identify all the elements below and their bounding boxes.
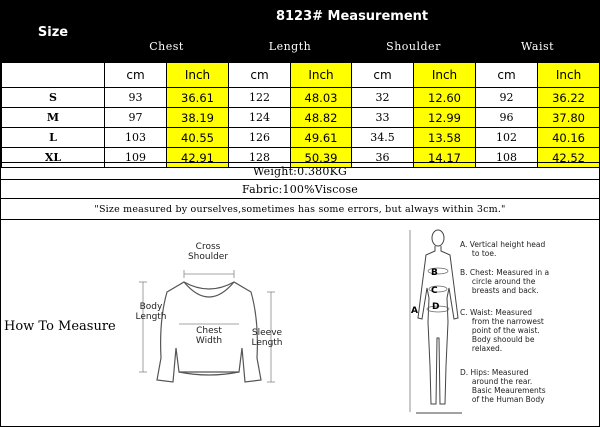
unit-cm: cm: [352, 63, 414, 88]
group-shoulder: Shoulder: [352, 31, 476, 63]
group-waist: Waist: [476, 31, 600, 63]
body-silhouette-illustration: [404, 226, 464, 426]
note-c: C. Waist: Measured from the narrowest point of the waist. Body shoould be relaxed.: [460, 308, 544, 353]
weight-row: [1, 162, 599, 180]
garment-diagram: [129, 240, 289, 400]
table-row: [2, 128, 600, 148]
note-row: [1, 198, 599, 220]
unit-inch: Inch: [538, 63, 600, 88]
table-row: [2, 88, 600, 108]
note-b: B. Chest: Measured in a circle around the breasts and back.: [460, 268, 550, 295]
cell-value-inch: 49.61: [291, 128, 352, 148]
table-row: [2, 108, 600, 128]
cell-value: 124: [229, 108, 291, 128]
group-length: Length: [229, 31, 352, 63]
sleeve-length-label: Sleeve Length: [251, 328, 283, 348]
table-title: 8123# Measurement: [105, 2, 600, 31]
cell-value: 33: [352, 108, 414, 128]
body-diagram: [396, 226, 566, 426]
unit-cm: cm: [105, 63, 167, 88]
unit-cm: cm: [476, 63, 538, 88]
unit-inch: Inch: [291, 63, 352, 88]
cell-value: 92: [476, 88, 538, 108]
group-chest: Chest: [105, 31, 229, 63]
cell-value-inch: 40.16: [538, 128, 600, 148]
cell-value: 108: [476, 148, 538, 168]
unit-inch: Inch: [414, 63, 476, 88]
cell-value: 103: [105, 128, 167, 148]
cell-value: 96: [476, 108, 538, 128]
cell-value-inch: 42.52: [538, 148, 600, 168]
unit-inch: Inch: [167, 63, 229, 88]
body-length-label: Body Length: [135, 302, 167, 322]
cell-value: 109: [105, 148, 167, 168]
cell-value: 122: [229, 88, 291, 108]
cell-value-inch: 36.61: [167, 88, 229, 108]
measurement-table: [1, 1, 600, 168]
cell-value-inch: 12.60: [414, 88, 476, 108]
marker-a: A: [411, 306, 418, 316]
size-label: L: [2, 128, 105, 148]
marker-b: B: [431, 268, 438, 278]
cell-value: 128: [229, 148, 291, 168]
cell-value-inch: 48.82: [291, 108, 352, 128]
how-to-measure-section: [1, 219, 599, 427]
weight-text: Weight:0.380KG: [253, 165, 347, 178]
size-label: S: [2, 88, 105, 108]
unit-row-spacer: [2, 63, 105, 88]
cell-value-inch: 48.03: [291, 88, 352, 108]
cell-value: 97: [105, 108, 167, 128]
note-d: D. Hips: Measured around the rear. Basic Meaurements of the Human Body: [460, 368, 546, 404]
how-to-measure-label: How To Measure: [4, 319, 116, 334]
cell-value: 32: [352, 88, 414, 108]
cell-value-inch: 50.39: [291, 148, 352, 168]
fabric-row: [1, 179, 599, 199]
cell-value-inch: 40.55: [167, 128, 229, 148]
cell-value-inch: 42.91: [167, 148, 229, 168]
cell-value-inch: 37.80: [538, 108, 600, 128]
cell-value: 36: [352, 148, 414, 168]
marker-c: C: [431, 286, 438, 296]
unit-cm: cm: [229, 63, 291, 88]
cross-shoulder-label: Cross Shoulder: [187, 242, 229, 262]
chest-width-label: Chest Width: [195, 326, 223, 346]
cell-value: 126: [229, 128, 291, 148]
fabric-text: Fabric:100%Viscose: [241, 183, 359, 196]
cell-value: 93: [105, 88, 167, 108]
cell-value-inch: 36.22: [538, 88, 600, 108]
note-a: A. Vertical height head to toe.: [460, 240, 546, 258]
size-note-text: "Size measured by ourselves,sometimes has some errors, but always within 3cm.": [94, 204, 506, 215]
cell-value-inch: 12.99: [414, 108, 476, 128]
cell-value: 34.5: [352, 128, 414, 148]
cell-value-inch: 13.58: [414, 128, 476, 148]
cell-value-inch: 14.17: [414, 148, 476, 168]
marker-d: D: [432, 302, 440, 312]
size-label: XL: [2, 148, 105, 168]
cell-value: 102: [476, 128, 538, 148]
size-label: M: [2, 108, 105, 128]
cell-value-inch: 38.19: [167, 108, 229, 128]
size-header: Size: [2, 2, 105, 63]
